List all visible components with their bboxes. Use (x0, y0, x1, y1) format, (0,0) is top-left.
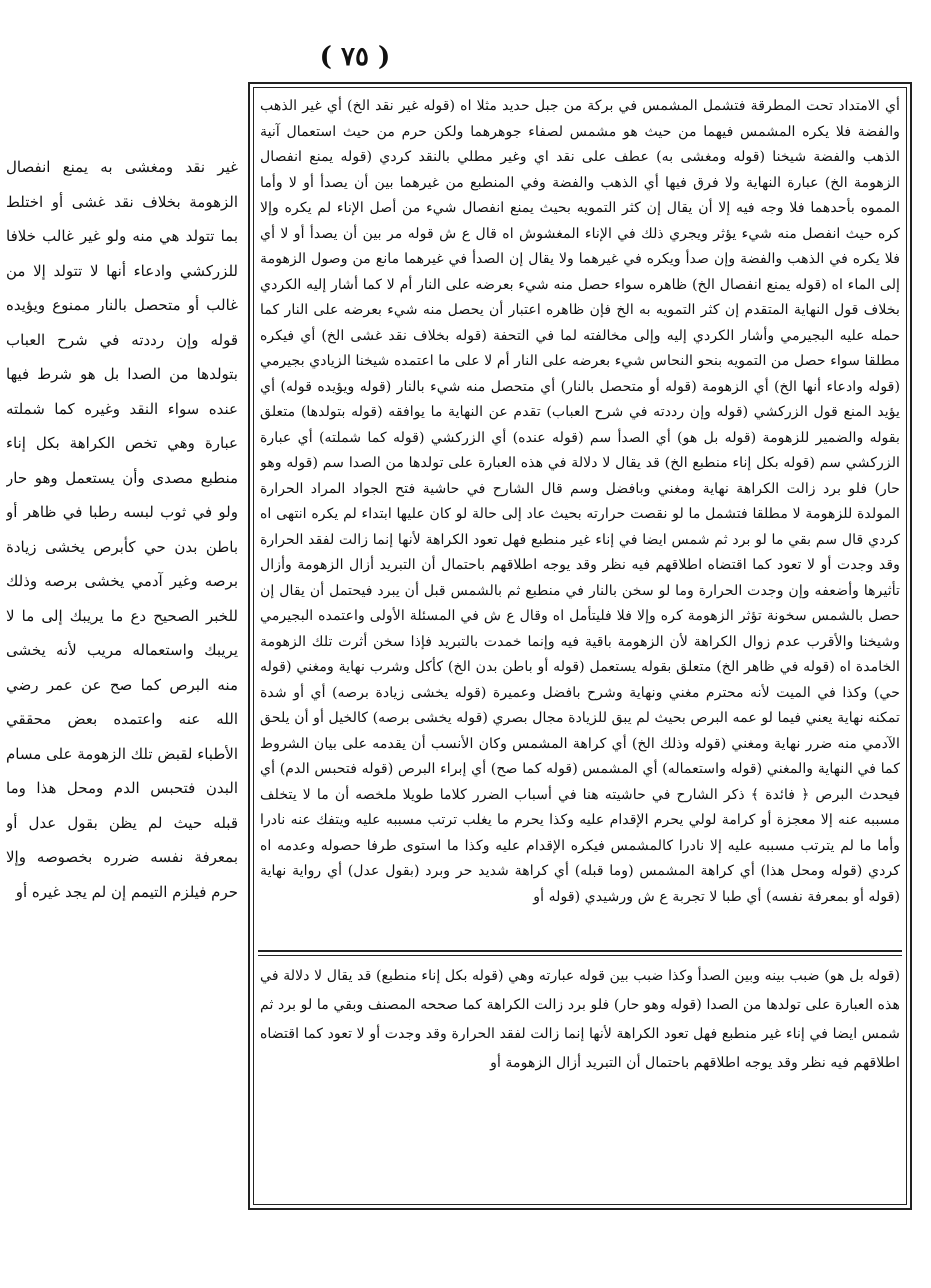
section-divider (258, 950, 902, 952)
commentary-frame (248, 82, 912, 1210)
matn-text: غير نقد ومغشى به يمنع انفصال الزهومة بخلاف نقد غشى أو اختلط بما تتولد هي منه ولو غير غالب خلافا للزركشي وادعاء أنها لا تتولد إلا من غالب أو متحصل بالنار ممنوع ويؤيده قوله وإن رددته في شرح العباب بتولدها من الصدا بل هو شرط فيها عنده سواء النقد وغيره كما شملته عبارة وهي تخص الكراهة بكل إناء منطبع مصدى وأن يستعمل وهو حار ولو في ثوب لبسه رطبا في ظاهر أو باطن بدن حي كأبرص يخشى زيادة برصه وغير آدمي يخشى برصه وذلك للخبر الصحيح دع ما يريبك إلى ما لا يريبك واستعماله مريب لأنه يخشى منه البرص كما صح عن عمر رضي الله عنه واعتمده بعض محققي الأطباء لقبض تلك الزهومة على مسام البدن فتحبس الدم ومحل هذا وما قبله حيث لم يظن بقول عدل أو بمعرفة نفسه ضرره بخصوصه وإلا حرم فيلزم التيمم إن لم يجد غيره أو (6, 158, 238, 901)
commentary-section (260, 94, 900, 940)
footnote-text: (قوله بل هو) ضبب بينه وبين الصدأ وكذا ضبب بين قوله عبارته وهي (قوله بكل إناء منطبع) قد يقال لا دلالة في هذه العبارة على تولدها من الصدا (قوله وهو حار) فلو برد زالت الكراهة كما صححه المصنف وبقي ما لو برد ثم شمس ايضا في إناء غير منطبع فهل تعود الكراهة لأنها إنما زالت لفقد الحرارة وقد وجدت أو لا تعود كما اقتضاه اطلاقهم فيه نظر وقد يوجه اطلاقهم باحتمال أن التبريد أزال الزهومة أو (260, 968, 900, 1071)
page-number: ( ٧٥ ) (319, 42, 391, 72)
commentary-text: أي الامتداد تحت المطرقة فتشمل المشمس في بركة من جبل حديد مثلا اه (قوله غير نقد الخ) أي غير الذهب والفضة فلا يكره المشمس فيهما من حيث هو مشمس لصفاء جوهرهما ولكن حرم من حيث استعمال آنية الذهب والفضة شيخنا (قوله ومغشى به) عطف على نقد اي وغير مطلي بالنقد كردي (قوله يمنع انفصال الزهومة الخ) عبارة النهاية ولا فرق فيها أي الذهب والفضة وفي المنطبع من غيرهما بين أن يصدأ أو لا وأما المموه بأحدهما فلا وجه فيه إلا أن يقال إن كثر التمويه بحيث يمنع انفصال شيء من أصل الإناء لم يكره وإلا كره حيث انفصل منه شيء يؤثر ويجري ذلك في الإناء المغشوش اه قال ع ش قوله مر بين أن يصدأ أو لا أي فلا يكره في الذهب والفضة وإن صدأ ويكره في غيرهما ولا يقال إن الصدأ في غيرهما مانع من وصول الزهومة إلى الماء اه (قوله يمنع انفصال الخ) ظاهره سواء حصل منه شيء بعرضه على النار أم لا كما أشار إليه الكردي بخلاف قول النهاية المتقدم إن كثر التمويه به الخ فإن ظاهره اعتبار أن يحصل منه شيء بعرضه على النار كما حمله عليه البجيرمي وأشار الكردي إليه وإلى مخالفته لما في التحفة (قوله بخلاف نقد غشى الخ) أي فيكره مطلقا سواء حصل من التمويه بنحو النحاس شيء بعرضه على النار أم لا على ما اعتمده شيخنا الزيادي بجيرمي (قوله وادعاء أنها الخ) أي الزهومة (قوله أو متحصل بالنار) أي متحصل منه شيء بالنار (قوله ويؤيده قوله) أي يؤيد المنع قول الزركشي (قوله وإن رددته في شرح العباب) تقدم عن النهاية ما يوافقه (قوله بتولدها) متعلق بقوله والضمير للزهومة (قوله بل هو) أي الصدأ سم (قوله عنده) أي الزركشي (قوله كما شملته) أي عبارة الزركشي سم (قوله بكل إناء منطبع الخ) قد يقال لا دلالة في هذه العبارة على تولدها من الصدا سم (قوله وهو حار) فلو برد زالت الكراهة نهاية ومغني وبافضل وسم قال الشارح في حاشية فتح الجواد المراد الحرارة المولدة للزهومة لا مطلقا فتشمل ما لو نقصت حرارته بحيث عاد إلى حالة لو كان عليها ابتداء لم يكره انتهى اه كردي قال سم بقي ما لو برد ثم شمس ايضا في إناء غير منطبع فهل تعود الكراهة لأنها إنما زالت لفقد الحرارة وقد وجدت أو لا تعود كما اقتضاه اطلاقهم فيه نظر وقد يوجه اطلاقهم باحتمال أن التبريد أزال الزهومة وأزال تأثيرها وأضعفه وإن وجدت الحرارة وما لو سخن بالنار في منطبع ثم بالشمس قبل أن يبرد فيحتمل أن يقال إن حصل بالشمس سخونة تؤثر الزهومة كره وإلا فلا فليتأمل اه وقال ع ش في المسئلة الأولى واعتمده البجيرمي وشيخنا والأقرب عدم زوال الكراهة لأن الزهومة باقية فيه وإنما خمدت بالتبريد فإذا سخن أثرت تلك الزهومة الخامدة اه (قوله في ظاهر الخ) متعلق بقوله يستعمل (قوله أو باطن بدن الخ) كأكل وشرب نهاية ومغني (قوله حي) وكذا في الميت لأنه محترم مغني ونهاية وشرح بافضل وعميرة (قوله يخشى زيادة برصه) أي أو شدة تمكنه نهاية يعني فيما لو عمه البرص بحيث لم يبق للزيادة مجال بصري (قوله يخشى برصه) كالخيل أو أن يلحق الآدمي منه ضرر نهاية ومغني (قوله وذلك الخ) أي كراهة المشمس وكان الأنسب أن يقدمه على بيان الشروط كما في النهاية والمغني (قوله واستعماله) أي المشمس (قوله كما صح) أي إبراء البرص (قوله فتحبس الدم) أي فيحدث البرص ﴿ فائدة ﴾ ذكر الشارح في حاشيته هنا في أسباب الضرر كلاما طويلا ملخصه أن ما لا يتخلف مسببه عنه إلا معجزة أو كرامة لولي يحرم الإقدام عليه وكذا يحرم ما يغلب ترتب مسببه عليه ويتفك عنه نادرا وأما ما لم يترتب مسببه عليه إلا نادرا كالمشمس فيكره الإقدام عليه وكذا ما استوى طرفا حصوله وعدمه اه كردي (قوله ومحل هذا) أي كراهة المشمس (وما قبله) أي كراهة شديد حر وبرد (بقول عدل) أي رواية نهاية (قوله أو بمعرفة نفسه) أي طبا لا تجربة ع ش ورشيدي (قوله أو (260, 98, 900, 905)
footnote-section (260, 962, 900, 1198)
matn-text-column (6, 150, 238, 1150)
